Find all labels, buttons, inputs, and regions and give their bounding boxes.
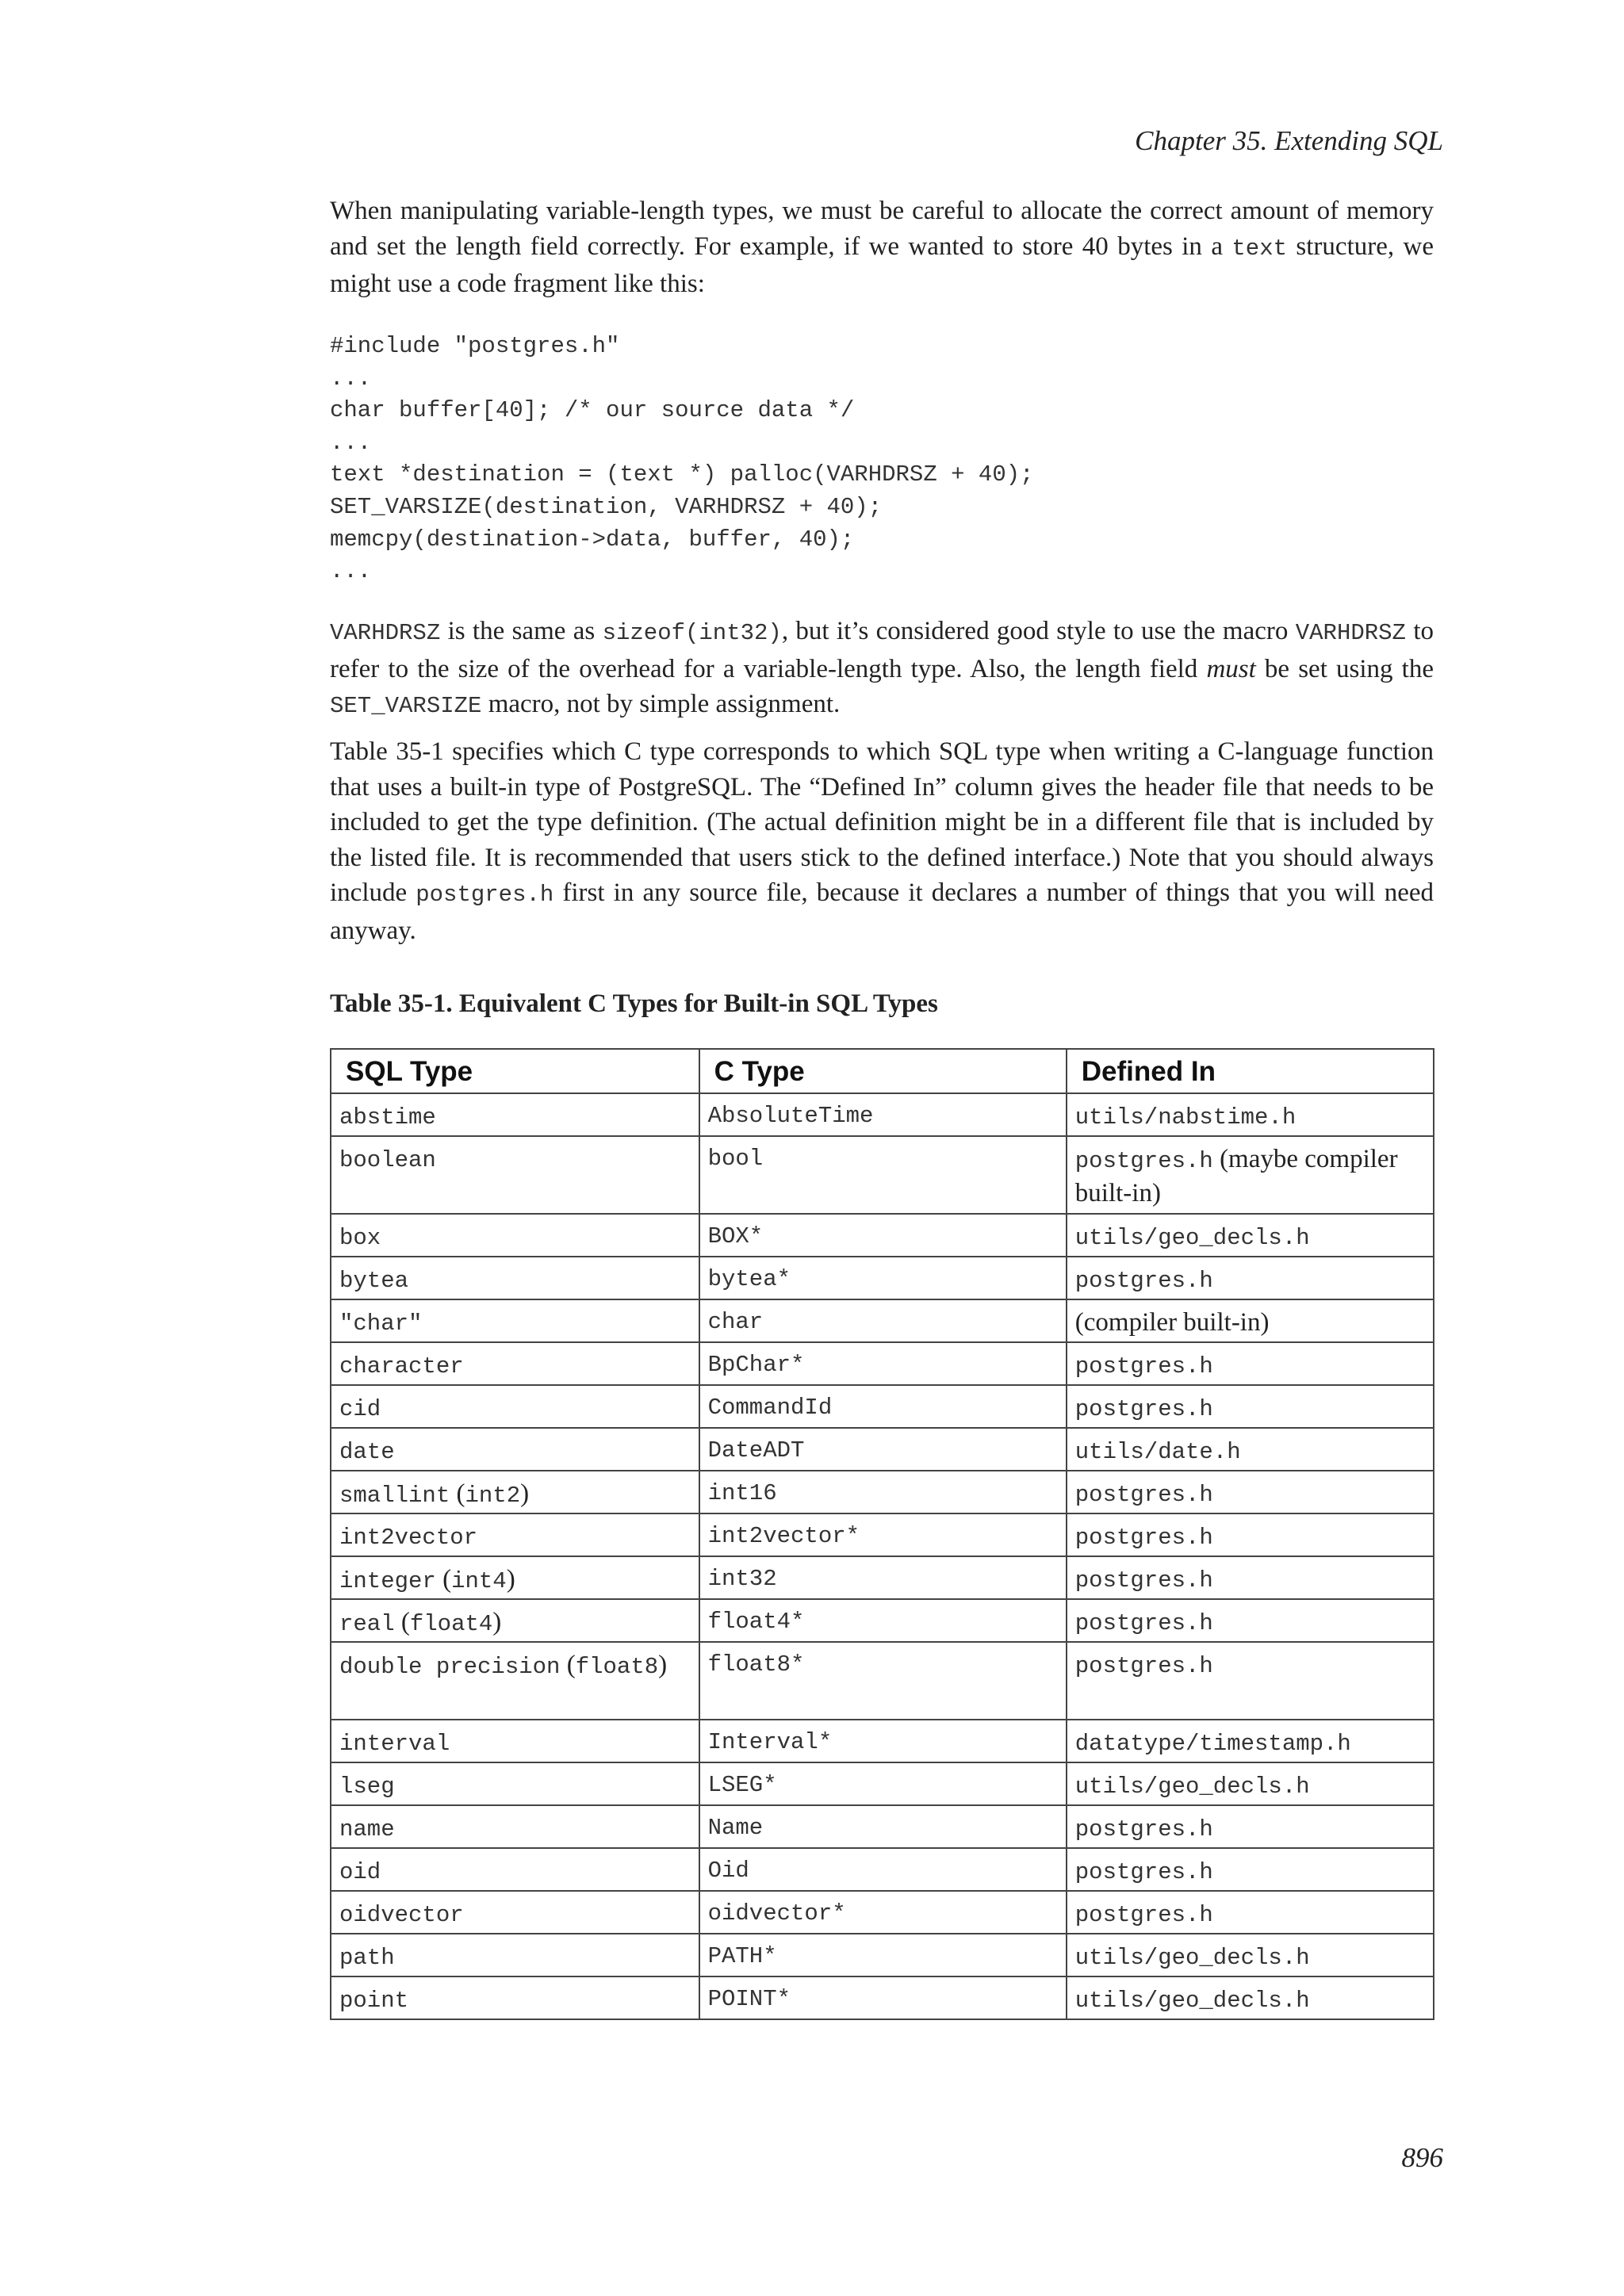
cell-c-type: float4* [699,1599,1067,1642]
cell-c-type: DateADT [699,1428,1067,1471]
table-row [331,1136,1434,1214]
sql-type-name: real [339,1611,395,1637]
header-file: utils/geo_decls.h [1074,1945,1310,1971]
inline-code: VARHDRSZ [1295,620,1406,646]
paragraph-text: first in any source file, because it declares a number of things that you will need anyway. [330,878,1434,945]
table-row [331,1720,1434,1762]
table-row [331,1513,1434,1556]
header-file: postgres.h [1074,1525,1213,1551]
paragraph-varhdrsz [330,614,1434,725]
equivalent-types-table [330,1048,1434,2020]
cell-defined-in [1067,1428,1434,1471]
cell-sql-type [331,1093,699,1136]
cell-defined-in [1067,1385,1434,1428]
cell-sql-type [331,1214,699,1257]
paren: ( [560,1651,576,1679]
table-row [331,1428,1434,1471]
sql-type-name: character [339,1353,464,1380]
cell-c-type: float8* [699,1642,1067,1720]
table-row [331,1805,1434,1848]
cell-defined-in [1067,1136,1434,1214]
inline-code: postgres.h [416,882,554,908]
inline-code: VARHDRSZ [330,620,441,646]
cell-defined-in [1067,1976,1434,2019]
table-row [331,1599,1434,1642]
cell-sql-type [331,1342,699,1385]
inline-code: sizeof(int32) [602,620,782,646]
cell-defined-in [1067,1642,1434,1720]
cell-defined-in [1067,1599,1434,1642]
cell-c-type: Oid [699,1848,1067,1891]
cell-c-type: POINT* [699,1976,1067,2019]
paragraph-variable-length [330,193,1434,302]
emphasis-text: must [1206,654,1256,683]
cell-sql-type [331,1599,699,1642]
paragraph-text: Table 35-1 specifies which C type corresponds to which SQL type when writing a C-language function that uses a built-in type of PostgreSQL. The “Defined In” column gives the header file that needs to be included to get the type definition. (The actual definition might be in a different file that is included by the listed file. It is recommended that users stick to the defined interface.) Note that you should always include [330,737,1434,907]
sql-type-name: boolean [339,1147,436,1173]
paren: ) [506,1565,515,1594]
sql-type-name: int2vector [339,1525,478,1551]
cell-sql-type [331,1136,699,1214]
cell-defined-in [1067,1342,1434,1385]
cell-sql-type [331,1428,699,1471]
cell-c-type: int2vector* [699,1513,1067,1556]
table-row [331,1556,1434,1599]
sql-type-name: oidvector [339,1902,464,1928]
header-file: utils/geo_decls.h [1074,1774,1310,1800]
paragraph-text: be set using the [1255,654,1434,683]
cell-defined-in [1067,1093,1434,1136]
table-body [331,1093,1434,2019]
cell-c-type: oidvector* [699,1891,1067,1934]
table-caption: Table 35-1. Equivalent C Types for Built-in SQL Types [330,989,938,1018]
paragraph-text: to refer to the size of the overhead for a variable-length type. Also, the length field [330,617,1434,683]
cell-c-type: int16 [699,1471,1067,1513]
header-file: postgres.h [1074,1567,1213,1594]
cell-sql-type [331,1299,699,1342]
header-file: postgres.h [1074,1268,1213,1294]
cell-defined-in [1067,1720,1434,1762]
paren: ( [394,1608,410,1636]
paragraph-text: structure, we might use a code fragment like this: [330,232,1434,298]
cell-sql-type [331,1934,699,1976]
header-file: postgres.h [1074,1482,1213,1508]
sql-type-name: smallint [339,1483,450,1509]
paragraph-text: is the same as [440,617,603,645]
cell-defined-in [1067,1848,1434,1891]
table-row [331,1214,1434,1257]
table-row [331,1848,1434,1891]
sql-type-name: path [339,1945,395,1971]
cell-sql-type [331,1642,699,1720]
cell-c-type: bytea* [699,1257,1067,1299]
chapter-header: Chapter 35. Extending SQL [1135,125,1443,156]
header-file: utils/geo_decls.h [1074,1225,1310,1251]
table-row [331,1385,1434,1428]
cell-defined-in [1067,1934,1434,1976]
code-fragment: #include "postgres.h" ... char buffer[40]; /* our source data */ ... text *destination = (text *) palloc(VARHDRSZ + 40); SET_VARSIZE(destination, VARHDRSZ + 40); memcpy(destination->data, buffer, 40); ... [330,333,1034,585]
header-file: postgres.h [1074,1902,1213,1928]
cell-sql-type [331,1385,699,1428]
table-row [331,1642,1434,1720]
cell-sql-type [331,1762,699,1805]
cell-defined-in [1067,1299,1434,1342]
cell-c-type: BOX* [699,1214,1067,1257]
sql-type-name: date [339,1439,395,1465]
sql-type-name: "char" [339,1311,423,1337]
cell-c-type: AbsoluteTime [699,1093,1067,1136]
cell-sql-type [331,1848,699,1891]
table-row [331,1342,1434,1385]
header-file: postgres.h [1074,1653,1213,1679]
inline-code: SET_VARSIZE [330,693,482,719]
cell-c-type: char [699,1299,1067,1342]
cell-defined-in [1067,1762,1434,1805]
cell-sql-type [331,1805,699,1848]
header-file: postgres.h [1074,1859,1213,1885]
sql-type-name: bytea [339,1268,409,1294]
header-file: utils/geo_decls.h [1074,1988,1310,2014]
cell-defined-in [1067,1214,1434,1257]
table-row [331,1891,1434,1934]
cell-c-type: int32 [699,1556,1067,1599]
column-header-defined-in: Defined In [1067,1049,1434,1093]
sql-type-alias: float8 [575,1654,659,1680]
table-header-row [331,1049,1434,1093]
sql-type-name: point [339,1988,409,2014]
header-file: postgres.h [1074,1816,1213,1843]
cell-c-type: PATH* [699,1934,1067,1976]
header-file: utils/date.h [1074,1439,1241,1465]
sql-type-name: abstime [339,1104,436,1131]
sql-type-name: cid [339,1396,381,1422]
table-row [331,1762,1434,1805]
sql-type-name: integer [339,1568,436,1594]
column-header-sql-type: SQL Type [331,1049,699,1093]
cell-sql-type [331,1556,699,1599]
sql-type-name: lseg [339,1774,395,1800]
inline-code: text [1231,235,1288,262]
table-row [331,1299,1434,1342]
table-row [331,1093,1434,1136]
sql-type-name: double precision [339,1654,561,1680]
definition-note: (maybe compiler built-in) [1074,1145,1398,1207]
cell-sql-type [331,1471,699,1513]
cell-sql-type [331,1891,699,1934]
cell-defined-in [1067,1556,1434,1599]
page-number: 896 [1401,2142,1443,2173]
sql-type-name: interval [339,1731,450,1757]
header-file: postgres.h [1074,1148,1213,1174]
header-file: utils/nabstime.h [1074,1104,1297,1131]
header-file: postgres.h [1074,1353,1213,1380]
sql-type-name: oid [339,1859,381,1885]
cell-defined-in [1067,1471,1434,1513]
cell-sql-type [331,1720,699,1762]
cell-defined-in [1067,1805,1434,1848]
paren: ) [520,1479,530,1508]
header-file: datatype/timestamp.h [1074,1731,1351,1757]
table-row [331,1976,1434,2019]
paragraph-text: , but it’s considered good style to use the macro [781,617,1296,645]
header-file: postgres.h [1074,1610,1213,1636]
sql-type-alias: int4 [451,1568,507,1594]
paragraph-table-intro [330,734,1434,948]
cell-sql-type [331,1976,699,2019]
sql-type-alias: int2 [465,1483,521,1509]
cell-defined-in [1067,1257,1434,1299]
cell-c-type: Name [699,1805,1067,1848]
table-row [331,1471,1434,1513]
cell-c-type: bool [699,1136,1067,1214]
cell-defined-in [1067,1891,1434,1934]
cell-sql-type [331,1257,699,1299]
cell-sql-type [331,1513,699,1556]
definition-note: (compiler built-in) [1074,1308,1270,1337]
sql-type-name: box [339,1225,381,1251]
cell-c-type: CommandId [699,1385,1067,1428]
cell-c-type: Interval* [699,1720,1067,1762]
sql-type-name: name [339,1816,395,1843]
table-row [331,1257,1434,1299]
paren: ( [435,1565,452,1594]
column-header-c-type: C Type [699,1049,1067,1093]
paragraph-text: When manipulating variable-length types, we must be careful to allocate the correct amount of memory and set the length field correctly. For example, if we wanted to store 40 bytes in a [330,197,1434,261]
cell-c-type: LSEG* [699,1762,1067,1805]
header-file: postgres.h [1074,1396,1213,1422]
paragraph-text: macro, not by simple assignment. [481,690,841,718]
cell-c-type: BpChar* [699,1342,1067,1385]
cell-defined-in [1067,1513,1434,1556]
paren: ) [658,1651,668,1679]
table-row [331,1934,1434,1976]
paren: ( [450,1479,465,1508]
paren: ) [492,1608,502,1636]
sql-type-alias: float4 [409,1611,493,1637]
